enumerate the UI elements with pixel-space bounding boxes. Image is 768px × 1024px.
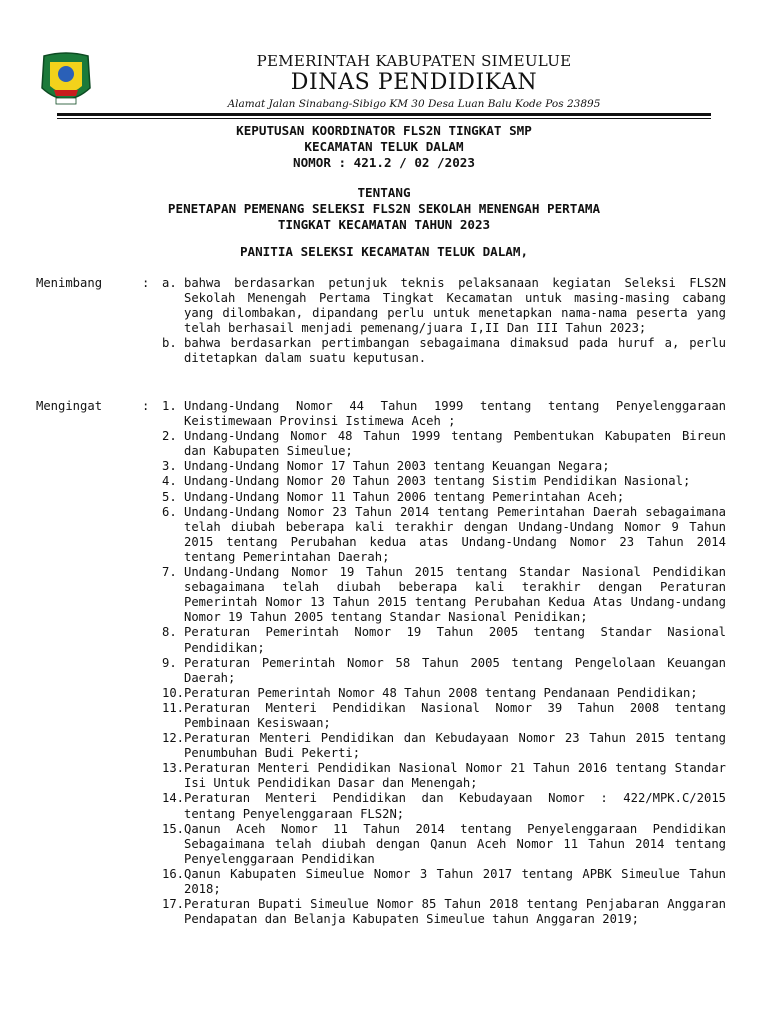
office-address: Alamat Jalan Sinabang-Sibigo KM 30 Desa Luan Balu Kode Pos 23895 (227, 98, 601, 110)
item-mark: 11. (162, 700, 185, 715)
item-mark: 5. (162, 489, 177, 504)
item-mark: 13. (162, 761, 185, 776)
list-item (36, 701, 726, 731)
item-text: Undang-Undang Nomor 11 Tahun 2006 tentang Pemerintahan Aceh; (184, 489, 625, 504)
item-text: Qanun Aceh Nomor 11 Tahun 2014 tentang Penyelenggaraan Pendidikan Sebagaimana telah diubah dengan Qanun Aceh Nomor 11 Tahun 2014 tentang Penyelenggaraan Pendidikan (184, 821, 726, 866)
colon: : (142, 399, 150, 413)
item-mark: 7. (162, 565, 177, 580)
item-mark: 9. (162, 655, 177, 670)
item-mark: 14. (162, 791, 185, 806)
list-item (36, 625, 726, 655)
item-text: Peraturan Menteri Pendidikan dan Kebudayaan Nomor 23 Tahun 2015 tentang Penumbuhan Budi Pekerti; (184, 731, 726, 761)
item-text: Peraturan Pemerintah Nomor 48 Tahun 2008 tentang Pendanaan Pendidikan; (184, 685, 698, 700)
menimbang-label: Menimbang (36, 276, 103, 290)
letterhead-rule-thick (57, 113, 711, 116)
item-text: Qanun Kabupaten Simeulue Nomor 3 Tahun 2017 tentang APBK Simeulue Tahun 2018; (184, 866, 726, 896)
list-item (36, 822, 726, 867)
item-text: Undang-Undang Nomor 17 Tahun 2003 tentang Keuangan Negara; (184, 459, 610, 474)
menimbang-section (36, 276, 726, 367)
list-item (36, 791, 726, 821)
item-mark: 16. (162, 866, 185, 881)
government-name: PEMERINTAH KABUPATEN SIMEULUE (256, 52, 572, 70)
item-text: Peraturan Menteri Pendidikan Nasional Nomor 39 Tahun 2008 tentang Pembinaan Kesiswaan; (184, 700, 726, 730)
item-mark: 10. (162, 685, 185, 700)
list-item (36, 459, 726, 474)
item-text: Undang-Undang Nomor 44 Tahun 1999 tentang tentang Penyelenggaraan Keistimewaan Provinsi Istimewa Aceh ; (184, 399, 726, 429)
decree-number: NOMOR : 421.2 / 02 /2023 (293, 155, 475, 170)
decree-title-line2: KECAMATAN TELUK DALAM (304, 139, 464, 154)
decree-title (36, 123, 732, 233)
item-mark: 4. (162, 474, 177, 489)
item-text: Peraturan Pemerintah Nomor 58 Tahun 2005 tentang Pengelolaan Keuangan Daerah; (184, 655, 726, 685)
list-item (36, 399, 726, 429)
tentang-heading: TENTANG (357, 185, 411, 200)
item-text: Undang-Undang Nomor 19 Tahun 2015 tentang Standar Nasional Pendidikan sebagaimana telah diubah beberapa kali terakhir dengan Peraturan Pemerintah Nomor 13 Tahun 2015 tentang Perubahan Kedua Atas Undang-undang Nomor 19 Tahun 2005 tentang Standar Nasional Penidikan; (184, 565, 726, 625)
list-item (36, 686, 726, 701)
list-item (36, 731, 726, 761)
mengingat-label: Mengingat (36, 399, 103, 413)
item-mark: 17. (162, 897, 185, 912)
regency-emblem-icon (36, 52, 96, 108)
list-item (36, 897, 726, 927)
colon: : (142, 276, 150, 290)
mengingat-section (36, 399, 726, 927)
item-mark: 8. (162, 625, 177, 640)
item-mark: 1. (162, 399, 177, 413)
item-text: Peraturan Bupati Simeulue Nomor 85 Tahun 2018 tentang Penjabaran Anggaran Pendapatan dan Belanja Kabupaten Simeulue tahun Anggaran 2019; (184, 897, 726, 927)
item-mark: 15. (162, 821, 185, 836)
item-text: Peraturan Pemerintah Nomor 19 Tahun 2005 tentang Standar Nasional Pendidikan; (184, 625, 726, 655)
subject-line2: TINGKAT KECAMATAN TAHUN 2023 (277, 217, 491, 232)
list-item (36, 490, 726, 505)
department-name: DINAS PENDIDIKAN (290, 70, 538, 95)
list-item (36, 429, 726, 459)
list-item (36, 565, 726, 625)
letterhead (96, 52, 732, 111)
item-text: Peraturan Menteri Pendidikan Nasional Nomor 21 Tahun 2016 tentang Standar Isi Untuk Pendidikan Dasar dan Menengah; (184, 761, 726, 791)
letterhead-rule-thin (57, 118, 711, 119)
item-text: Undang-Undang Nomor 20 Tahun 2003 tentang Sistim Pendidikan Nasional; (184, 474, 691, 489)
item-mark: a. (162, 276, 177, 290)
committee-heading: PANITIA SELEKSI KECAMATAN TELUK DALAM, (239, 244, 529, 259)
decree-title-line1: KEPUTUSAN KOORDINATOR FLS2N TINGKAT SMP (236, 123, 532, 138)
list-item (36, 761, 726, 791)
item-mark: 2. (162, 429, 177, 444)
item-mark: 12. (162, 731, 185, 746)
item-text: bahwa berdasarkan petunjuk teknis pelaksanaan kegiatan Seleksi FLS2N Sekolah Menengah Pertama Tingkat Kecamatan untuk masing-masing cabang yang dilombakan, dipandang perlu untuk menetapkan nama-nama peserta yang telah berhasail menjadi pemenang/juara I,II Dan III Tahun 2023; (184, 276, 726, 336)
item-text: Undang-Undang Nomor 23 Tahun 2014 tentang Pemerintahan Daerah sebagaimana telah diubah beberapa kali terakhir dengan Undang-Undang Nomor 9 Tahun 2015 tentang Perubahan kedua atas Undang-Undang Nomor 23 Tahun 2014 tentang Pemerintahan Daerah; (184, 504, 726, 564)
list-item (36, 656, 726, 686)
item-text: Peraturan Menteri Pendidikan dan Kebudayaan Nomor : 422/MPK.C/2015 tentang Penyelenggaraan FLS2N; (184, 791, 726, 821)
list-item (36, 474, 726, 489)
item-text: Undang-Undang Nomor 48 Tahun 1999 tentang Pembentukan Kabupaten Bireun dan Kabupaten Simeulue; (184, 429, 726, 459)
list-item (36, 276, 726, 336)
item-mark: b. (162, 336, 177, 351)
list-item (36, 336, 726, 366)
list-item (36, 867, 726, 897)
item-mark: 3. (162, 459, 177, 474)
list-item (36, 505, 726, 565)
item-mark: 6. (162, 504, 177, 519)
item-text: bahwa berdasarkan pertimbangan sebagaimana dimaksud pada huruf a, perlu ditetapkan dalam suatu keputusan. (184, 336, 726, 366)
subject-line1: PENETAPAN PEMENANG SELEKSI FLS2N SEKOLAH MENENGAH PERTAMA (167, 201, 601, 216)
